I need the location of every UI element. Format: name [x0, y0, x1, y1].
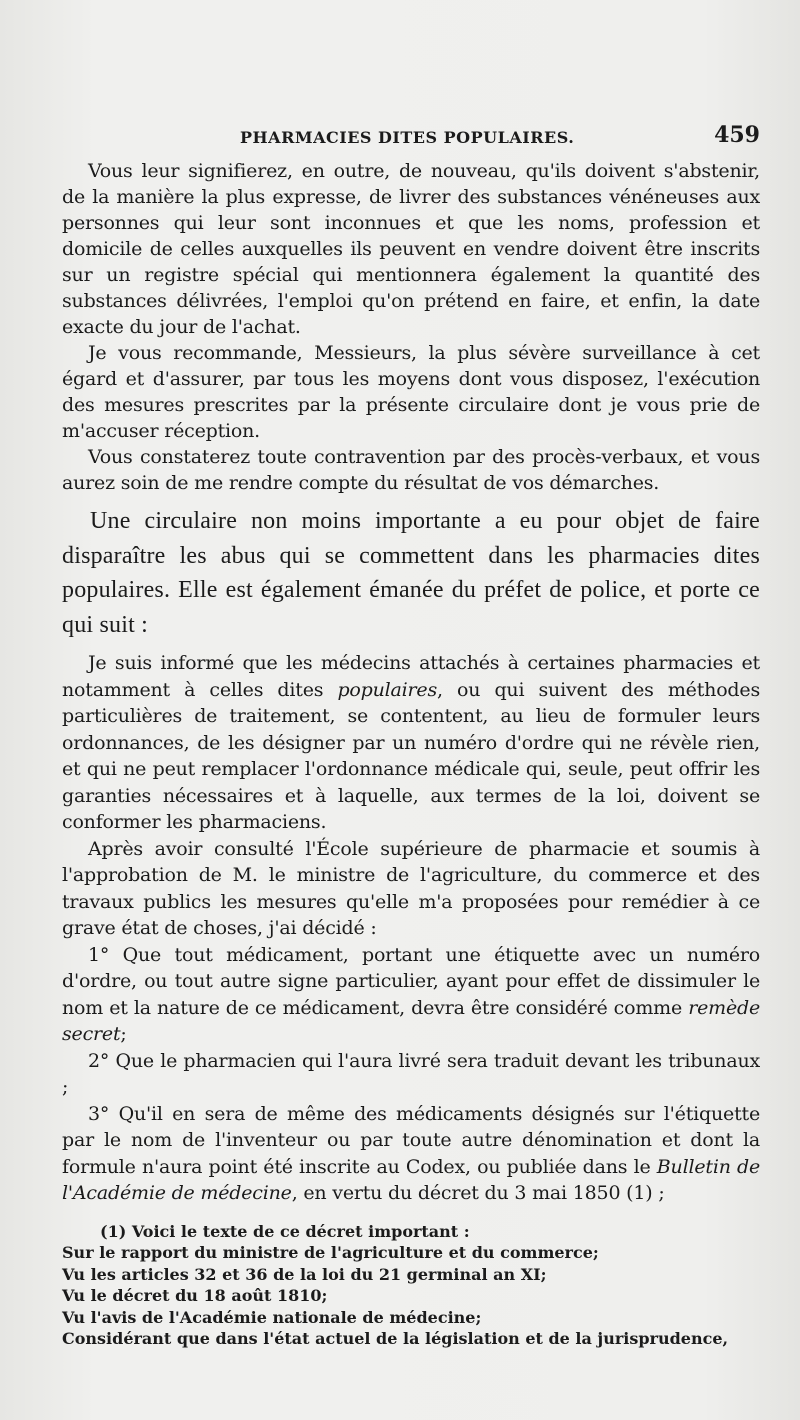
- italic-text: remède secret: [62, 996, 760, 1045]
- text-run: , ou qui suivent des méthodes particulières de traitement, se contentent, au lieu de formuler leurs ordonnances, de les désigner par un numéro d'ordre qui ne révèle rien, et qui ne peut remplacer l'ordonnance médicale qui, seule, peut offrir les garanties nécessaires et à laquelle, aux termes de la loi, doivent se conformer les pharmaciens.: [62, 678, 760, 833]
- page-header: [62, 122, 760, 154]
- text-run: 3° Qu'il en sera de même des médicaments désignés sur l'étiquette par le nom de l'inventeur ou par toute autre dénomination et dont la formule n'aura point été inscrite au Codex, ou publiée dans le: [62, 1102, 760, 1178]
- paragraph: Vous leur signifierez, en outre, de nouveau, qu'ils doivent s'abstenir, de la manière la plus expresse, de livrer des substances vénéneuses aux personnes qui leur sont inconnues et que les noms, profession et domicile de celles auxquelles ils peuvent en vendre doivent être inscrits sur un registre spécial qui mentionnera également la quantité des substances délivrées, l'emploi qu'on prétend en faire, et enfin, la date exacte du jour de l'achat.: [62, 160, 760, 338]
- paragraph: Vous constaterez toute contravention par des procès-verbaux, et vous aurez soin de me rendre compte du résultat de vos démarches.: [62, 446, 760, 494]
- circular-excerpt-1: [62, 158, 760, 496]
- footnote-line: (1) Voici le texte de ce décret important :: [100, 1221, 470, 1241]
- paragraph: Je vous recommande, Messieurs, la plus sévère surveillance à cet égard et d'assurer, par tous les moyens dont vous disposez, l'exécution des mesures prescrites par la présente circulaire dont je vous prie de m'accuser réception.: [62, 342, 760, 442]
- list-item: [62, 1101, 760, 1207]
- lead-paragraph: Une circulaire non moins importante a eu pour objet de faire disparaître les abus qui se commettent dans les pharmacies dites populaires. Elle est également émanée du préfet de police, et porte ce qui suit :: [62, 508, 760, 638]
- text-run: ;: [120, 1023, 127, 1045]
- footnote-line: Vu l'avis de l'Académie nationale de médecine;: [62, 1307, 482, 1327]
- page-number: 459: [714, 122, 760, 148]
- circular-excerpt-2: [62, 650, 760, 1207]
- footnote-line: Vu les articles 32 et 36 de la loi du 21 germinal an XI;: [62, 1264, 547, 1284]
- lead-paragraph-block: [62, 504, 760, 642]
- paragraph: Après avoir consulté l'École supérieure de pharmacie et soumis à l'approbation de M. le ministre de l'agriculture, du commerce et des travaux publics les mesures qu'elle m'a proposées pour remédier à ce grave état de choses, j'ai décidé :: [62, 837, 760, 939]
- footnote-line: Vu le décret du 18 août 1810;: [62, 1286, 328, 1305]
- list-item: [62, 942, 760, 1048]
- text-run: , en vertu du décret du 3 mai 1850 (1) ;: [291, 1182, 665, 1204]
- list-item: 2° Que le pharmacien qui l'aura livré sera traduit devant les tribunaux ;: [62, 1049, 760, 1098]
- footnote-line: Considérant que dans l'état actuel de la législation et de la jurisprudence,: [62, 1329, 729, 1348]
- footnote: [62, 1221, 760, 1350]
- text-run: 1° Que tout médicament, portant une étiquette avec un numéro d'ordre, ou tout autre signe particulier, ayant pour effet de dissimuler le nom et la nature de ce médicament, devra être considéré comme: [62, 943, 760, 1019]
- text-run: Je suis informé que les médecins attachés à certaines pharmacies et notamment à celles dites: [62, 652, 760, 701]
- paragraph: [62, 650, 760, 836]
- footnote-line: Sur le rapport du ministre de l'agriculture et du commerce;: [62, 1243, 599, 1262]
- running-title: PHARMACIES DITES POPULAIRES.: [240, 128, 575, 147]
- italic-text: populaires: [337, 678, 438, 701]
- italic-text: Bulletin de l'Académie de médecine: [62, 1155, 760, 1204]
